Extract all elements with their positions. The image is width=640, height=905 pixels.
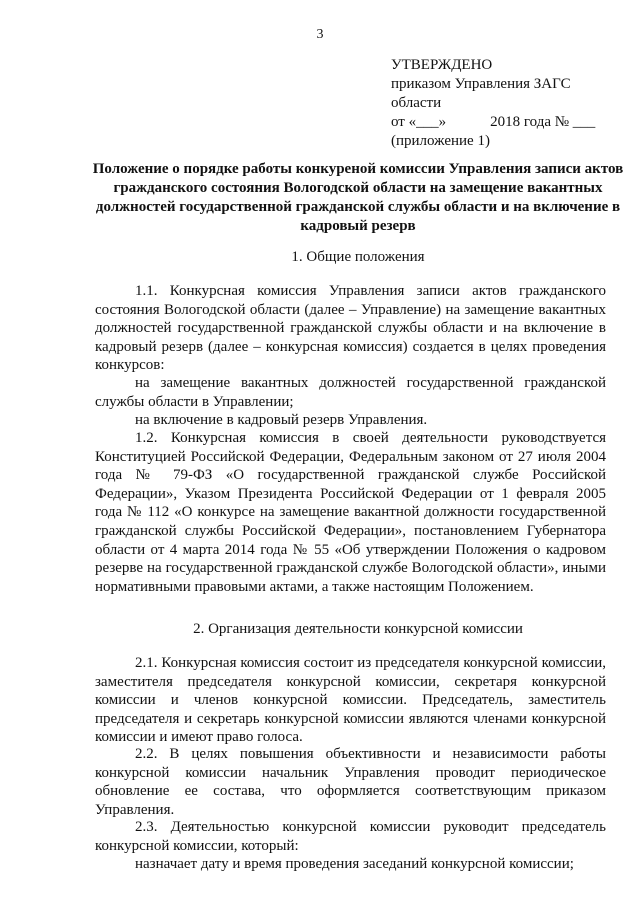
approval-stamp xyxy=(391,56,631,151)
approval-date-left: от «___» xyxy=(391,114,447,130)
paragraph-2-1: 2.1. Конкурсная комиссия состоит из председателя конкурсной комиссии, заместителя председателя конкурсной комиссии, секретаря конкурсной комиссии и членов конкурсной комиссии. Председатель, заместитель председателя и секретарь конкурсной комиссии являются членами конкурсной комиссии и имеют право голоса. xyxy=(95,655,606,746)
approval-line-order: приказом Управления ЗАГС xyxy=(391,76,571,92)
approval-line-region: области xyxy=(391,95,442,111)
approval-line-date xyxy=(391,113,631,132)
paragraph-2-3: 2.3. Деятельностью конкурсной комиссии руководит председатель конкурсной комиссии, который: xyxy=(95,819,606,854)
paragraph-1-1: 1.1. Конкурсная комиссия Управления записи актов гражданского состояния Вологодской области (далее – Управление) на замещение вакантных должностей государственной гражданской службы области и на включение в кадровый резерв (далее – конкурсная комиссия) создается в целях проведения конкурсов: xyxy=(95,283,606,374)
document-title: Положение о порядке работы конкуреной комиссии Управления записи актов гражданского состояния Вологодской области на замещение вакантных должностей государственной гражданской службы области и на включение в кадровый резерв xyxy=(92,161,624,234)
paragraph-bullet-vacancies: на замещение вакантных должностей государственной гражданской службы области в Управлении; xyxy=(95,375,606,410)
page-number: 3 xyxy=(316,27,324,42)
paragraph-1-2: 1.2. Конкурсная комиссия в своей деятельности руководствуется Конституцией Российской Федерации, Федеральным законом от 27 июля 2004 года № 79-ФЗ «О государственной гражданской службе Российской Федерации», Указом Президента Российской Федерации от 1 февраля 2005 года № 112 «О конкурсе на замещение вакантной должности государственной гражданской службы Российской Федерации», постановлением Губернатора области от 4 марта 2014 года № 55 «Об утверждении Положения о кадровом резерве на государственной гражданской службе Вологодской области», иными нормативными правовыми актами, а также настоящим Положением. xyxy=(95,430,606,595)
paragraph-bullet-reserve: на включение в кадровый резерв Управления. xyxy=(135,412,428,428)
approval-line-appendix: (приложение 1) xyxy=(391,133,490,149)
approval-line-approved: УТВЕРЖДЕНО xyxy=(391,57,493,73)
approval-date-right: 2018 года № ___ xyxy=(490,114,596,130)
paragraph-2-2: 2.2. В целях повышения объективности и независимости работы конкурсной комиссии начальник Управления проводит периодическое обновление ее состава, что оформляется соответствующим приказом Управления. xyxy=(95,746,606,818)
section-2-heading: 2. Организация деятельности конкурсной комиссии xyxy=(193,621,523,637)
section-1-heading: 1. Общие положения xyxy=(291,249,425,265)
paragraph-2-3-item: назначает дату и время проведения заседаний конкурсной комиссии; xyxy=(135,856,574,872)
